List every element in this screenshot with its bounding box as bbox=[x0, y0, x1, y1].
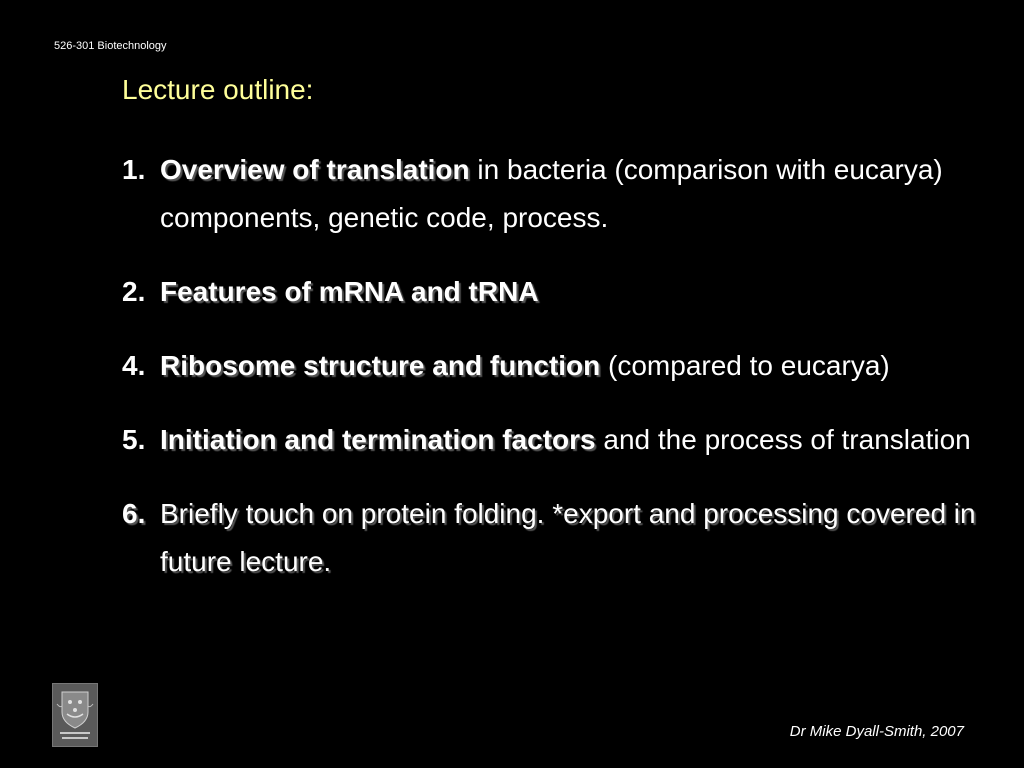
item-detail: in bacteria (comparison with eucarya) components, genetic code, process. bbox=[160, 154, 943, 233]
author-credit: Dr Mike Dyall-Smith, 2007 bbox=[789, 723, 964, 740]
course-label: 526-301 Biotechnology bbox=[54, 40, 167, 52]
slide-title: Lecture outline: bbox=[122, 74, 314, 105]
item-detail: (compared to eucarya) bbox=[600, 350, 890, 381]
outline-item-5 bbox=[122, 490, 1002, 586]
outline-item-1 bbox=[122, 146, 1002, 242]
item-detail: and the process of translation bbox=[595, 424, 971, 455]
university-crest-icon bbox=[53, 684, 97, 746]
item-number: 1. bbox=[122, 154, 146, 185]
outline-list bbox=[122, 146, 1002, 612]
outline-item-2 bbox=[122, 268, 1002, 316]
item-heading: Overview of translation bbox=[160, 154, 470, 185]
item-heading: Features of mRNA and tRNA bbox=[160, 276, 539, 307]
item-heading: Ribosome structure and function bbox=[160, 350, 601, 381]
outline-item-4 bbox=[122, 416, 1002, 464]
item-number: 5. bbox=[122, 424, 146, 455]
item-number: 2. bbox=[122, 276, 146, 307]
item-detail: Briefly touch on protein folding. *export and processing covered in future lecture. bbox=[160, 498, 976, 577]
university-logo bbox=[52, 683, 98, 747]
item-number: 6. bbox=[122, 498, 146, 529]
item-number: 4. bbox=[122, 350, 146, 381]
outline-item-3 bbox=[122, 342, 1002, 390]
item-heading: Initiation and termination factors bbox=[160, 424, 596, 455]
